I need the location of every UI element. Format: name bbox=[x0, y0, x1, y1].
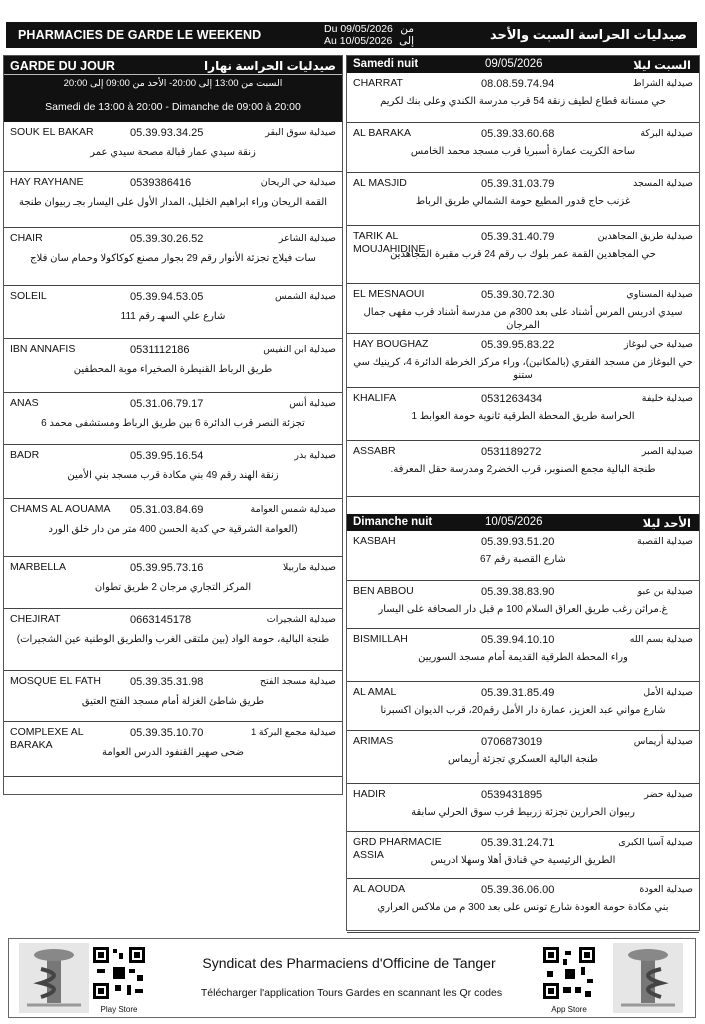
pharmacy-name: AL BARAKA bbox=[353, 127, 411, 139]
day-duty-title-fr: GARDE DU JOUR bbox=[10, 59, 115, 73]
pharmacy-phone[interactable]: 05.39.95.83.22 bbox=[481, 339, 555, 351]
pharmacy-name: CHARRAT bbox=[353, 77, 403, 89]
pharmacy-address: الحراسة طريق المحطة الطرقية ثانوية حومة العوابط 1 bbox=[411, 411, 635, 422]
pharmacy-name: KHALIFA bbox=[353, 392, 397, 404]
pharmacy-entry bbox=[4, 339, 342, 393]
header-divider bbox=[4, 74, 342, 75]
pharmacy-name: CHEJIRAT bbox=[10, 613, 61, 625]
pharmacy-phone[interactable]: 05.39.95.73.16 bbox=[130, 562, 204, 574]
pharmacy-phone[interactable]: 05.39.93.51.20 bbox=[481, 536, 555, 548]
sunday-date: 10/05/2026 bbox=[485, 516, 543, 528]
pharmacy-phone[interactable]: 0663145178 bbox=[130, 614, 192, 626]
pharmacy-phone[interactable]: 05.39.94.10.10 bbox=[481, 634, 555, 646]
pharmacy-entry bbox=[347, 284, 699, 334]
pharmacy-phone[interactable]: 05.39.35.31.98 bbox=[130, 676, 204, 688]
day-duty-column bbox=[3, 55, 343, 795]
pharmacy-name: CHAIR bbox=[10, 232, 43, 244]
pharmacy-name-ar: صيدلية مجمع البركة 1 bbox=[250, 727, 336, 738]
play-store-label: Play Store bbox=[100, 1005, 138, 1014]
pharmacy-address: القمة الريحان وراء ابراهيم الخليل، المدار الأول على اليسار بجـ ربيوان طنجة bbox=[18, 197, 328, 208]
pharmacy-name-ar: صيدلية سوق البقر bbox=[265, 127, 336, 138]
pharmacy-entry bbox=[347, 441, 699, 497]
pharmacy-name-ar: صيدلية شمس العوامة bbox=[250, 504, 336, 515]
pharmacy-address: (العوامة الشرقية حي كدية الحسن 400 متر من دار خلق الورد bbox=[48, 524, 298, 535]
pharmacy-address: طنجة البالية، حومة الواد (بين ملتقى الغرب والطريق الوطنية عين الشجيرات) bbox=[16, 634, 330, 645]
date-from: Du 09/05/2026 bbox=[324, 23, 393, 35]
pharmacy-name: SOUK EL BAKAR bbox=[10, 126, 94, 138]
sunday-title-fr: Dimanche nuit bbox=[353, 516, 433, 528]
night-duty-column bbox=[346, 55, 700, 931]
pharmacy-entry bbox=[4, 286, 342, 339]
pharmacy-address: سات فيلاج تجزئة الأنوار رقم 29 بجوار مصنع كوكاكولا وحمام سان فلاج bbox=[30, 253, 316, 264]
pharmacy-name: HAY BOUGHAZ bbox=[353, 338, 429, 350]
pharmacy-name: AL MASJID bbox=[353, 177, 407, 189]
day-duty-hours-fr: Samedi de 13:00 à 20:00 - Dimanche de 09:00 à 20:00 bbox=[45, 101, 301, 113]
pharmacy-address: سيدي ادريس المرس أشناد على بعد 300م من مدرسة أشناد قرب مقهى جمال المرجان bbox=[363, 307, 683, 331]
day-duty-title-ar: صيدليات الحراسة نهارا bbox=[204, 59, 336, 73]
pharmacy-phone[interactable]: 0539431895 bbox=[481, 789, 543, 801]
pharmacy-name-ar: صيدلية أنس bbox=[289, 398, 336, 409]
footer bbox=[8, 938, 696, 1018]
pharmacy-address: غ.مراثن رغب طريق العراق السلام 100 م قبل دار الصحافة على اليسار bbox=[378, 604, 668, 615]
pharmacy-address: طريق شاطئ الغزلة أمام مسجد الفتح العتيق bbox=[81, 696, 265, 707]
saturday-title-fr: Samedi nuit bbox=[353, 58, 419, 70]
date-from-ar: من bbox=[400, 23, 414, 35]
pharmacy-phone[interactable]: 05.39.94.53.05 bbox=[130, 291, 204, 303]
pharmacy-address: طريق الرباط القنيطرة الصخيراء موبة المحطفين bbox=[73, 364, 273, 375]
saturday-night-header bbox=[347, 56, 699, 73]
pharmacy-entry bbox=[4, 609, 342, 671]
pharmacy-phone[interactable]: 05.39.95.16.54 bbox=[130, 450, 204, 462]
pharmacy-entry bbox=[347, 123, 699, 173]
pharmacy-phone[interactable]: 05.39.31.24.71 bbox=[481, 837, 555, 849]
play-store-qr-code[interactable] bbox=[91, 945, 147, 1001]
pharmacy-name-ar: صيدلية الصبر bbox=[641, 446, 693, 457]
pharmacy-entry bbox=[4, 172, 342, 228]
day-duty-hours-ar: السبت من 13:00 إلى 20:00- الأحد من 09:00 إلى 20:00 bbox=[63, 78, 283, 89]
pharmacy-entry bbox=[347, 73, 699, 123]
pharmacy-name-ar: صيدلية طريق المجاهدين bbox=[597, 231, 693, 242]
pharmacy-address: حي المجاهدين القمة عمر بلوك ب رقم 24 قرب مقبرة المجاهدين bbox=[390, 249, 656, 260]
pharmacy-name-ar: صيدلية العودة bbox=[639, 884, 693, 895]
pharmacy-phone[interactable]: 0531112186 bbox=[130, 344, 190, 356]
sunday-title-ar: الأحد ليلا bbox=[642, 518, 691, 530]
pharmacy-address: شارع القصبة رقم 67 bbox=[480, 554, 566, 565]
pharmacy-phone[interactable]: 08.08.59.74.94 bbox=[481, 78, 555, 90]
pharmacy-name: MOSQUE EL FATH bbox=[10, 675, 102, 687]
pharmacy-name-ar: صيدلية الأمل bbox=[643, 687, 693, 698]
pharmacy-name-ar: صيدلية الشمس bbox=[274, 291, 336, 302]
app-store-label: App Store bbox=[551, 1005, 587, 1014]
pharmacy-name: ASSABR bbox=[353, 445, 396, 457]
date-range bbox=[324, 23, 414, 47]
pharmacy-address: شارع مواني عبد العزيز، عمارة دار الأمل رقم20، قرب الديوان اكسبرنا bbox=[380, 705, 666, 716]
app-download-text: Télécharger l'application Tours Gardes en scannant les Qr codes bbox=[200, 987, 503, 999]
pharmacy-entry bbox=[4, 671, 342, 722]
pharmacy-entry bbox=[347, 879, 699, 933]
page-header bbox=[6, 22, 697, 48]
pharmacy-address: زنقة سيدي عمار قبالة مصحة سيدي عمر bbox=[90, 147, 256, 158]
saturday-title-ar: السبت ليلا bbox=[633, 60, 691, 72]
pharmacy-entry bbox=[347, 334, 699, 388]
pharmacy-name-ar: صيدلية مسجد الفتح bbox=[259, 676, 336, 687]
pharmacy-address: تجزئة النصر قرب الدائرة 6 بين طريق الرباط ومستشفى محمد 6 bbox=[41, 418, 305, 429]
pharmacy-name: BADR bbox=[10, 449, 40, 461]
pharmacy-phone[interactable]: 05.39.31.03.79 bbox=[481, 178, 555, 190]
pharmacy-address: حي البوغاز من مسجد الفقري (بالمكانين)، وراء مركز الخرطة الدائرة 4، كرينيك سي ستنو bbox=[353, 357, 693, 381]
pharmacy-name: HAY RAYHANE bbox=[10, 176, 84, 188]
pharmacy-entry bbox=[347, 682, 699, 731]
date-to: Au 10/05/2026 bbox=[324, 35, 393, 47]
pharmacy-entry bbox=[347, 388, 699, 441]
pharmacy-address: الطريق الرئيسية حي قنادق أهلا وسهلا ادريس bbox=[430, 855, 616, 866]
pharmacy-name: SOLEIL bbox=[10, 290, 47, 302]
pharmacy-entry bbox=[4, 722, 342, 777]
pharmacy-name: ARIMAS bbox=[353, 735, 394, 747]
pharmacy-name-ar: صيدلية خليفة bbox=[641, 393, 693, 404]
pharmacy-phone[interactable]: 0706873019 bbox=[481, 736, 543, 748]
pharmacy-address: حي مسنانة قطاع لطيف زنقة 54 قرب مدرسة الكندي وعلى بنك لكريم bbox=[380, 96, 666, 107]
pharmacy-address: غزنب حاج قدور المطيع حومة الشمالي طريق الرباط bbox=[415, 196, 631, 207]
pharmacy-name-ar: صيدلية ابن النفيس bbox=[263, 344, 336, 355]
pharmacy-address: طنجة البالية مجمع الصنوبر، قرب الخضر2 ومدرسة حقل المعرفة. bbox=[390, 464, 656, 475]
pharmacy-entry bbox=[347, 173, 699, 226]
pharmacy-entry bbox=[347, 629, 699, 682]
pharmacy-address: زنقة الهند رقم 49 بني مكادة قرب مسجد بني الأمين bbox=[67, 470, 279, 481]
pharmacy-phone[interactable]: 05.39.31.85.49 bbox=[481, 687, 555, 699]
pharmacy-name-ar: صيدلية المسناوي bbox=[626, 289, 693, 300]
pharmacy-entry bbox=[4, 445, 342, 499]
pharmacy-address: طنجة البالية العسكري تجزئة أريماس bbox=[448, 754, 598, 765]
pharmacy-phone[interactable]: 05.39.30.72.30 bbox=[481, 289, 555, 301]
pharmacy-name: BEN ABBOU bbox=[353, 585, 414, 597]
pharmacy-name-ar: صيدلية البركة bbox=[640, 128, 693, 139]
sunday-night-header bbox=[347, 514, 699, 531]
pharmacy-phone[interactable]: 0539386416 bbox=[130, 177, 192, 189]
pharmacy-entry bbox=[4, 557, 342, 609]
day-duty-header bbox=[4, 56, 342, 122]
pharmacy-entry bbox=[4, 393, 342, 445]
pharmacy-phone[interactable]: 0531263434 bbox=[481, 393, 543, 405]
pharmacy-name-ar: صيدلية آسيا الكبرى bbox=[618, 837, 693, 848]
pharmacy-name: IBN ANNAFIS bbox=[10, 343, 76, 355]
pharmacy-address: ربيوان الحرارين تجزئة زربيط قرب سوق الحرلي سابقة bbox=[411, 807, 635, 818]
pharmacy-name-ar: صيدلية حي الريحان bbox=[260, 177, 336, 188]
pharmacy-entry bbox=[347, 731, 699, 784]
pharmacy-entry bbox=[4, 122, 342, 172]
saturday-date: 09/05/2026 bbox=[485, 58, 543, 70]
pharmacy-entry bbox=[347, 226, 699, 284]
pharmacy-name-ar: صيدلية بسم الله bbox=[629, 634, 693, 645]
pharmacy-name-ar: صيدلية الشجيرات bbox=[266, 614, 336, 625]
pharmacy-name-ar: صيدلية المسجد bbox=[632, 178, 693, 189]
pharmacy-name: COMPLEXE AL BARAKA bbox=[10, 726, 84, 751]
page-title-ar: صيدليات الحراسة السبت والأحد bbox=[490, 27, 687, 42]
pharmacy-phone[interactable]: 05.39.33.60.68 bbox=[481, 128, 555, 140]
pharmacy-name-ar: صيدلية القصبة bbox=[637, 536, 693, 547]
pharmacy-name: BISMILLAH bbox=[353, 633, 408, 645]
pharmacy-entry bbox=[347, 784, 699, 832]
pharmacy-name: MARBELLA bbox=[10, 561, 67, 573]
pharmacy-name: KASBAH bbox=[353, 535, 396, 547]
page-title-fr: PHARMACIES DE GARDE LE WEEKEND bbox=[18, 28, 262, 42]
pharmacy-name-ar: صيدلية أريماس bbox=[633, 736, 693, 747]
pharmacy-phone[interactable]: 05.39.36.06.00 bbox=[481, 884, 555, 896]
syndicate-name: Syndicat des Pharmaciens d'Officine de Tanger bbox=[202, 955, 496, 971]
pharmacy-name: AL AMAL bbox=[353, 686, 397, 698]
pharmacy-phone[interactable]: 05.39.31.40.79 bbox=[481, 231, 555, 243]
pharmacy-caduceus-logo-right bbox=[613, 943, 683, 1013]
pharmacy-address: وراء المحطة الطرقية القديمة أمام مسجد السوريين bbox=[418, 652, 628, 663]
pharmacy-phone[interactable]: 05.39.35.10.70 bbox=[130, 727, 204, 739]
pharmacy-phone[interactable]: 05.39.93.34.25 bbox=[130, 127, 204, 139]
pharmacy-entry bbox=[347, 832, 699, 879]
pharmacy-phone[interactable]: 05.31.06.79.17 bbox=[130, 398, 204, 410]
pharmacy-name-ar: صيدلية حضر bbox=[644, 789, 693, 800]
pharmacy-caduceus-logo bbox=[19, 943, 89, 1013]
pharmacy-name-ar: صيدلية ماربيلا bbox=[282, 562, 336, 573]
pharmacy-entry bbox=[4, 228, 342, 286]
app-store-qr-code[interactable] bbox=[541, 945, 597, 1001]
pharmacy-address: ضحى صهير القنفود الدرس العوامة bbox=[101, 747, 245, 758]
pharmacy-phone[interactable]: 05.39.38.83.90 bbox=[481, 586, 555, 598]
date-to-ar: إلى bbox=[399, 35, 414, 47]
pharmacy-address: بني مكادة حومة العودة شارع تونس على بعد 300 م من ملاكس العراري bbox=[377, 902, 669, 913]
pharmacy-name: GRD PHARMACIE ASSIA bbox=[353, 836, 442, 861]
pharmacy-entry bbox=[347, 531, 699, 581]
pharmacy-name-ar: صيدلية بن عبو bbox=[637, 586, 693, 597]
pharmacy-name-ar: صيدلية الشراط bbox=[632, 78, 693, 89]
pharmacy-name: EL MESNAOUI bbox=[353, 288, 425, 300]
pharmacy-phone[interactable]: 05.31.03.84.69 bbox=[130, 504, 204, 516]
pharmacy-entry bbox=[347, 581, 699, 629]
pharmacy-name-ar: صيدلية حي لبوغاز bbox=[624, 339, 693, 350]
pharmacy-name: TARIK AL MOUJAHIDINE bbox=[353, 230, 426, 255]
pharmacy-name: AL AOUDA bbox=[353, 883, 406, 895]
pharmacy-name: ANAS bbox=[10, 397, 39, 409]
pharmacy-name: HADIR bbox=[353, 788, 386, 800]
pharmacy-address: ساحة الكريت عمارة أسبريا قرب مسجد محمد الخامس bbox=[410, 146, 636, 157]
pharmacy-address: شارع علي السهـ رقم 111 bbox=[120, 311, 226, 322]
pharmacy-name-ar: صيدلية الشاعر bbox=[278, 233, 336, 244]
pharmacy-phone[interactable]: 05.39.30.26.52 bbox=[130, 233, 204, 245]
pharmacy-name-ar: صيدلية بدر bbox=[294, 450, 336, 461]
pharmacy-entry bbox=[4, 499, 342, 557]
pharmacy-address: المركز التجاري مرجان 2 طريق تطوان bbox=[94, 582, 252, 593]
pharmacy-phone[interactable]: 0531189272 bbox=[481, 446, 542, 458]
pharmacy-name: CHAMS AL AOUAMA bbox=[10, 503, 111, 515]
